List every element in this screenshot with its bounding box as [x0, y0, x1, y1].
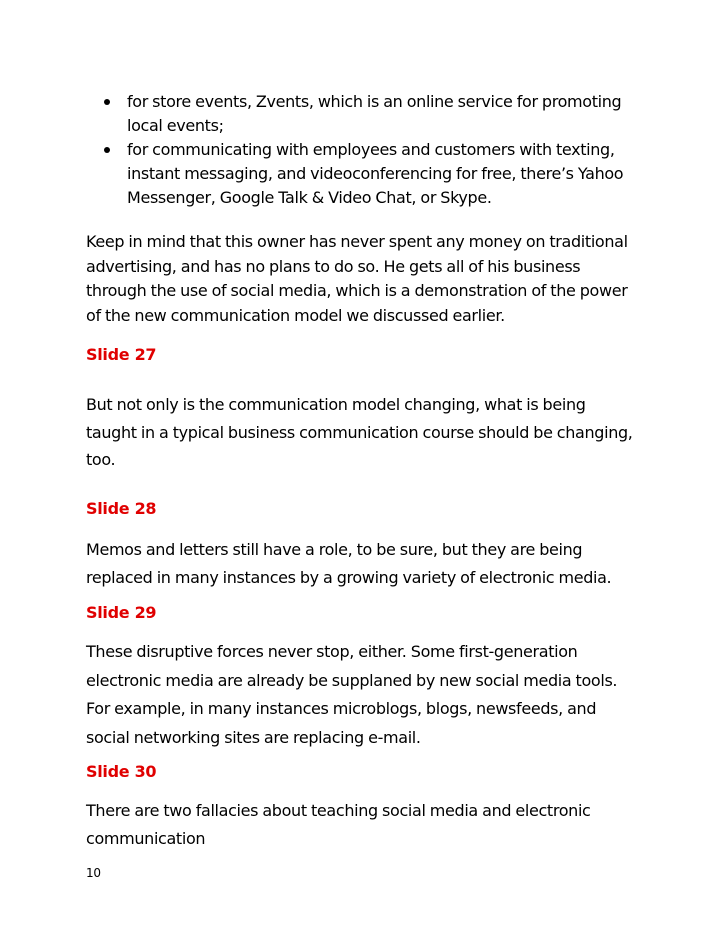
paragraph-line: communication [86, 829, 206, 848]
slide-27-paragraph [86, 391, 646, 474]
paragraph-line: social networking sites are replacing e-mail. [86, 727, 421, 747]
bullet-text-line: for store events, Zvents, which is an online service for promoting [127, 92, 622, 111]
paragraph-line: through the use of social media, which is a demonstration of the power [86, 281, 628, 300]
paragraph-line: taught in a typical business communication course should be changing, [86, 422, 633, 442]
bullet-item [104, 138, 664, 210]
slide-30-heading: Slide 30 [86, 762, 157, 781]
slide-30-paragraph [86, 797, 646, 853]
bullet-text-line: Messenger, Google Talk & Video Chat, or Skype. [127, 188, 492, 207]
bullet-list [104, 90, 664, 210]
bullet-item [104, 90, 664, 138]
slide-27-heading: Slide 27 [86, 345, 157, 364]
paragraph-line: electronic media are already be supplaned by new social media tools. [86, 670, 618, 690]
paragraph-line: Keep in mind that this owner has never spent any money on traditional [86, 232, 628, 251]
bullet-text-line: instant messaging, and videoconferencing for free, there’s Yahoo [127, 164, 624, 183]
slide-29-paragraph [86, 638, 646, 752]
paragraph-line: But not only is the communication model changing, what is being [86, 395, 586, 414]
bullet-icon [104, 147, 110, 153]
intro-paragraph [86, 230, 646, 328]
slide-29-heading: Slide 29 [86, 603, 157, 622]
paragraph-line: Memos and letters still have a role, to be sure, but they are being [86, 540, 583, 559]
paragraph-line: These disruptive forces never stop, either. Some first-generation [86, 642, 578, 661]
bullet-icon [104, 99, 110, 105]
bullet-text-line: local events; [127, 116, 224, 135]
paragraph-line: replaced in many instances by a growing variety of electronic media. [86, 568, 612, 587]
page-number: 10 [86, 866, 101, 880]
bullet-text-line: for communicating with employees and customers with texting, [127, 140, 615, 159]
slide-28-heading: Slide 28 [86, 499, 157, 518]
paragraph-line: too. [86, 450, 116, 469]
paragraph-line: of the new communication model we discussed earlier. [86, 305, 505, 325]
slide-28-paragraph [86, 536, 646, 592]
paragraph-line: There are two fallacies about teaching social media and electronic [86, 801, 591, 820]
paragraph-line: advertising, and has no plans to do so. He gets all of his business [86, 256, 581, 276]
paragraph-line: For example, in many instances microblogs, blogs, newsfeeds, and [86, 699, 597, 718]
